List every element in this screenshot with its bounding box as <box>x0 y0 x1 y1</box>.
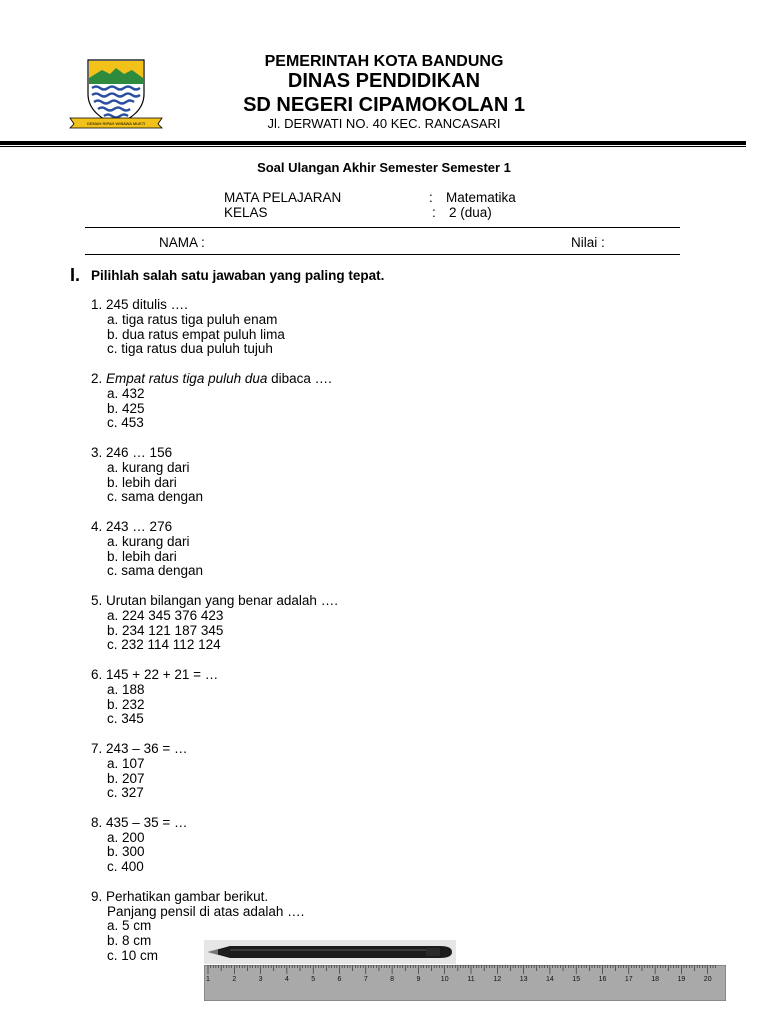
question-4 <box>91 520 338 579</box>
header-divider-thick <box>0 141 746 145</box>
option-a: a. 5 cm <box>107 918 152 934</box>
ruler-label: 5 <box>311 976 316 983</box>
ruler-label: 8 <box>390 976 395 983</box>
class-colon: : <box>432 205 436 220</box>
section-number: I. <box>70 265 81 285</box>
question-text: 145 + 22 + 21 = … <box>106 666 219 682</box>
option-a: a. 432 <box>107 385 145 401</box>
option-b: b. lebih dari <box>107 474 177 490</box>
ruler-label: 16 <box>598 976 607 983</box>
pencil-image <box>204 940 456 964</box>
question-2 <box>91 372 338 431</box>
option-c: c. sama dengan <box>107 563 204 579</box>
ruler-label: 11 <box>467 976 475 983</box>
exam-title: Soal Ulangan Akhir Semester Semester 1 <box>257 160 511 175</box>
option-c: c. tiga ratus dua puluh tujuh <box>107 341 273 357</box>
question-3 <box>91 446 338 505</box>
ruler-label: 18 <box>651 976 659 983</box>
question-text: 245 ditulis …. <box>106 297 188 312</box>
option-c: c. 232 114 112 124 <box>107 637 221 653</box>
department-title: DINAS PENDIDIKAN <box>287 70 481 92</box>
question-number: 5. <box>91 592 103 608</box>
question-list <box>91 298 338 979</box>
option-a: a. kurang dari <box>107 459 190 475</box>
subject-label: MATA PELAJARAN <box>224 190 342 205</box>
class-value: 2 (dua) <box>449 205 492 220</box>
question-text: 243 – 36 = … <box>106 740 188 756</box>
ruler-label: 14 <box>546 976 554 983</box>
subject-value: Matematika <box>446 190 516 205</box>
city-crest-logo <box>68 58 164 130</box>
question-text-italic: Empat ratus tiga puluh dua <box>106 370 268 386</box>
question-7 <box>91 742 338 801</box>
option-c: c. sama dengan <box>107 489 204 505</box>
question-text: 246 … 156 <box>106 444 173 460</box>
section-instruction: Pilihlah salah satu jawaban yang paling tepat. <box>91 268 385 283</box>
subject-colon: : <box>429 190 433 205</box>
question-number: 1. <box>91 297 103 312</box>
ruler-label: 20 <box>703 976 712 983</box>
option-c: c. 453 <box>107 415 144 431</box>
question-number: 6. <box>91 666 103 682</box>
question-1 <box>91 298 338 357</box>
score-label: Nilai : <box>571 235 605 250</box>
question-number: 2. <box>91 370 103 386</box>
option-a: a. tiga ratus tiga puluh enam <box>107 311 278 327</box>
ruler-label: 7 <box>363 976 368 983</box>
option-a: a. 224 345 376 423 <box>107 607 224 623</box>
question-number: 3. <box>91 444 103 460</box>
question-8 <box>91 816 338 875</box>
option-a: a. 107 <box>107 755 145 771</box>
ruler-label: 12 <box>493 976 502 983</box>
name-row-top-line <box>85 227 680 228</box>
ruler-label: 2 <box>232 976 237 983</box>
question-number: 9. <box>91 888 103 904</box>
question-5 <box>91 594 338 653</box>
option-b: b. 8 cm <box>107 933 152 949</box>
school-name: SD NEGERI CIPAMOKOLAN 1 <box>243 94 525 116</box>
ruler-label: 10 <box>440 976 449 983</box>
header-divider-thin <box>0 146 746 147</box>
government-title: PEMERINTAH KOTA BANDUNG <box>264 53 504 70</box>
ruler-label: 4 <box>284 976 289 983</box>
question-number: 4. <box>91 518 103 534</box>
option-c: c. 10 cm <box>107 948 159 964</box>
option-a: a. 188 <box>107 681 145 697</box>
option-c: c. 400 <box>107 859 144 875</box>
option-b: b. 425 <box>107 400 145 416</box>
option-a: a. 200 <box>107 829 145 845</box>
option-b: b. lebih dari <box>107 548 177 564</box>
ruler-label: 19 <box>677 976 686 983</box>
logo-banner-text: GEMAH RIPAH WIBAWA MUKTI <box>86 121 146 126</box>
name-row-bottom-line <box>85 254 680 255</box>
question-text: Urutan bilangan yang benar adalah …. <box>106 592 338 608</box>
ruler-label: 3 <box>258 976 263 983</box>
option-b: b. 232 <box>107 696 145 712</box>
question-text: Perhatikan gambar berikut. <box>106 888 269 904</box>
ruler-image <box>204 965 726 1001</box>
question-number: 8. <box>91 814 103 830</box>
ruler-label: 9 <box>416 976 421 983</box>
ruler-label: 13 <box>519 976 528 983</box>
question-text: dibaca …. <box>267 370 332 386</box>
school-address: Jl. DERWATI NO. 40 KEC. RANCASARI <box>267 116 501 131</box>
question-text-line2: Panjang pensil di atas adalah …. <box>107 903 305 919</box>
question-number: 7. <box>91 740 103 756</box>
name-label: NAMA : <box>159 235 205 250</box>
option-b: b. 207 <box>107 770 145 786</box>
ruler-label: 6 <box>337 976 342 983</box>
class-label: KELAS <box>224 205 268 220</box>
question-text: 435 – 35 = … <box>106 814 188 830</box>
ruler-label: 1 <box>206 976 210 983</box>
ruler-label: 17 <box>624 976 633 983</box>
option-c: c. 345 <box>107 711 144 727</box>
option-b: b. dua ratus empat puluh lima <box>107 326 285 342</box>
question-6 <box>91 668 338 727</box>
option-b: b. 300 <box>107 844 145 860</box>
ruler-label: 15 <box>572 976 581 983</box>
option-b: b. 234 121 187 345 <box>107 622 224 638</box>
option-c: c. 327 <box>107 785 144 801</box>
question-text: 243 … 276 <box>106 518 173 534</box>
option-a: a. kurang dari <box>107 533 190 549</box>
